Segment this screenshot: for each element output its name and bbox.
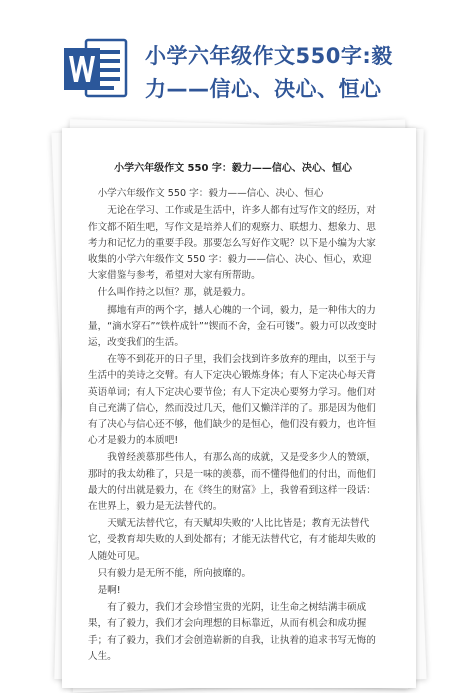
paragraph: 无论在学习、工作或是生活中，许多人都有过写作文的经历，对作文都不陌生吧，写作文是培养人们的观察力、联想力、想象力、思考力和记忆力的重要手段。那要怎么写好作文呢？以下是小编为大家收集的小学六年级作文 550 字：毅力——信心、决心、恒心，欢迎大家借鉴与参考，希望对大家有所帮助。 xyxy=(88,205,376,282)
document-title: 小学六年级作文 550 字：毅力——信心、决心、恒心 xyxy=(114,163,352,174)
paragraph: 什么叫作持之以恒？那，就是毅力。 xyxy=(97,287,252,299)
page-title-line-2: 力——信心、决心、恒心 xyxy=(145,77,382,101)
paragraph: 有了毅力，我们才会珍惜宝贵的光阴，让生命之树结满丰硕成果，有了毅力，我们才会向理想的目标靠近，从而有机会和成功握手；有了毅力，我们才会创造崭新的自我，让执着的追求书写无悔的人生。 xyxy=(88,602,376,662)
page-title-line-1: 小学六年级作文550字:毅 xyxy=(145,44,393,68)
page-title xyxy=(145,40,465,106)
document-body xyxy=(88,161,378,666)
paragraph: 只有毅力是无所不能，所向披靡的。 xyxy=(97,567,252,579)
paragraph: 我曾经羡慕那些伟人，有那么高的成就，又是受多少人的赞颂，那时的我太幼稚了，只是一味的羡慕，而不懂得他们的付出，而他们最大的付出就是毅力，在《终生的财富》上，我曾看到这样一段话：在世界上，毅力是无法替代的。 xyxy=(88,452,376,513)
paragraph: 小学六年级作文 550 字：毅力——信心、决心、恒心 xyxy=(97,188,324,200)
paragraph: 是啊! xyxy=(97,585,121,597)
header-banner xyxy=(0,0,474,118)
paragraph: 掷地有声的两个字，撼人心魄的一个词，毅力，是一种伟大的力量，“滴水穿石”“铁杵成针”“锲而不舍，金石可镂”。毅力可以改变时运，改变我们的生活。 xyxy=(88,304,377,349)
paragraph: 天赋无法替代它，有天赋却失败的‘人比比皆是；教育无法替代它，受教育却失败的人到处都有；才能无法替代它，有才能却失败的人随处可见。 xyxy=(88,518,376,562)
word-document-icon xyxy=(62,36,130,102)
paragraph: 在等不到花开的日子里，我们会找到许多放弃的理由，以至于与生活中的美诗之交臂。有人下定决心锻炼身体；有人下定决心每天背英语单词；有人下定决心要节俭；有人下定决心要努力学习。他们对自己充满了信心，然而没过几天，他们又懒洋洋的了。那是因为他们有了决心与信心还不够，他们缺少的是恒心，他们没有毅力，也许恒心才是毅力的本质吧! xyxy=(88,354,376,447)
